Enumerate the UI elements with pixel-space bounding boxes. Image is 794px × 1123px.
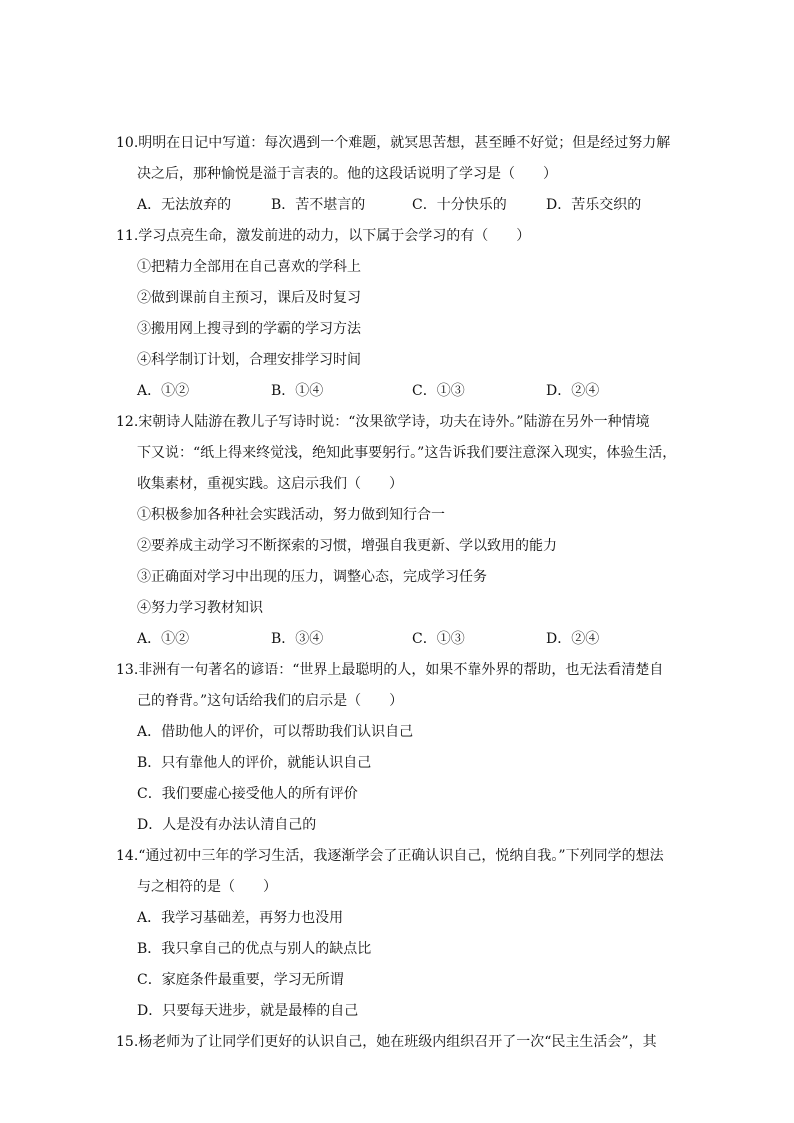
question-10-option-b[interactable]: B．苦不堪言的 — [271, 197, 366, 213]
question-14-option-a[interactable]: A．我学习基础差，再努力也没用 — [137, 910, 344, 926]
question-10-option-d[interactable]: D．苦乐交织的 — [546, 197, 642, 213]
question-text: 学习点亮生命，激发前进的动力，以下属于会学习的有（ ） — [138, 228, 531, 244]
question-12-statement-2: ②要养成主动学习不断探索的习惯，增强自我更新、学以致用的能力 — [137, 538, 557, 554]
question-11-statement-3: ③搬用网上搜寻到的学霸的学习方法 — [137, 321, 361, 337]
question-13-stem-line-1 — [116, 660, 663, 680]
question-10-option-a[interactable]: A．无法放弃的 — [137, 197, 232, 213]
question-text: 非洲有一句著名的谚语：“世界上最聪明的人，如果不靠外界的帮助，也无法看清楚自 — [138, 662, 664, 678]
question-text: 明明在日记中写道：每次遇到一个难题，就冥思苦想，甚至睡不好觉；但是经过努力解 — [138, 135, 671, 151]
question-12-stem-line-2: 下又说：“纸上得来终觉浅，绝知此事要躬行。”这告诉我们要注意深入现实，体验生活， — [137, 445, 677, 461]
question-12-option-b[interactable]: B．③④ — [271, 631, 324, 647]
question-12-stem-line-1 — [116, 412, 650, 432]
question-13-option-d[interactable]: D．人是没有办法认清自己的 — [137, 817, 317, 833]
question-12-option-c[interactable]: C．①③ — [412, 631, 465, 647]
question-11-statement-2: ②做到课前自主预习，课后及时复习 — [137, 290, 361, 306]
question-11-statement-4: ④科学制订计划，合理安排学习时间 — [137, 352, 361, 368]
question-14-option-d[interactable]: D．只要每天进步，就是最棒的自己 — [137, 1003, 359, 1019]
question-number: 11. — [116, 228, 139, 244]
question-10-stem-line-1 — [116, 133, 670, 153]
question-10-option-c[interactable]: C．十分快乐的 — [412, 197, 507, 213]
question-13-option-b[interactable]: B．只有靠他人的评价，就能认识自己 — [137, 755, 372, 771]
question-11-statement-1: ①把精力全部用在自己喜欢的学科上 — [137, 259, 361, 275]
question-15-stem-line-1 — [116, 1032, 657, 1052]
question-11-option-d[interactable]: D．②④ — [546, 383, 600, 399]
question-12-option-d[interactable]: D．②④ — [546, 631, 600, 647]
question-14-stem-line-1 — [116, 846, 664, 866]
question-11-option-a[interactable]: A．①② — [137, 383, 190, 399]
question-14-option-c[interactable]: C．家庭条件最重要，学习无所谓 — [137, 972, 344, 988]
question-number: 10. — [116, 135, 139, 151]
question-13-option-a[interactable]: A．借助他人的评价，可以帮助我们认识自己 — [137, 724, 414, 740]
question-12-statement-1: ①积极参加各种社会实践活动，努力做到知行合一 — [137, 507, 445, 523]
question-11-stem-line-1 — [116, 226, 530, 246]
question-number: 13. — [116, 662, 139, 678]
question-11-option-c[interactable]: C．①③ — [412, 383, 465, 399]
question-10-stem-line-2: 决之后，那种愉悦是溢于言表的。他的这段话说明了学习是（ ） — [137, 166, 557, 182]
question-12-stem-line-3: 收集素材，重视实践。这启示我们（ ） — [137, 476, 403, 492]
question-text: 宋朝诗人陆游在教儿子写诗时说：“汝果欲学诗，功夫在诗外。”陆游在另外一种情境 — [138, 414, 650, 430]
question-text: “通过初中三年的学习生活，我逐渐学会了正确认识自己，悦纳自我。”下列同学的想法 — [138, 848, 664, 864]
question-14-stem-line-2: 与之相符的是（ ） — [137, 879, 277, 895]
question-text: 杨老师为了让同学们更好的认识自己，她在班级内组织召开了一次“民主生活会”，其 — [138, 1034, 657, 1050]
question-12-option-a[interactable]: A．①② — [137, 631, 190, 647]
question-number: 14. — [116, 848, 139, 864]
question-14-option-b[interactable]: B．我只拿自己的优点与别人的缺点比 — [137, 941, 372, 957]
question-number: 15. — [116, 1034, 139, 1050]
question-number: 12. — [116, 414, 139, 430]
question-12-statement-4: ④努力学习教材知识 — [137, 600, 263, 616]
question-12-statement-3: ③正确面对学习中出现的压力，调整心态，完成学习任务 — [137, 569, 487, 585]
question-13-stem-line-2: 己的脊背。”这句话给我们的启示是（ ） — [137, 693, 404, 709]
question-11-option-b[interactable]: B．①④ — [271, 383, 324, 399]
question-13-option-c[interactable]: C．我们要虚心接受他人的所有评价 — [137, 786, 358, 802]
